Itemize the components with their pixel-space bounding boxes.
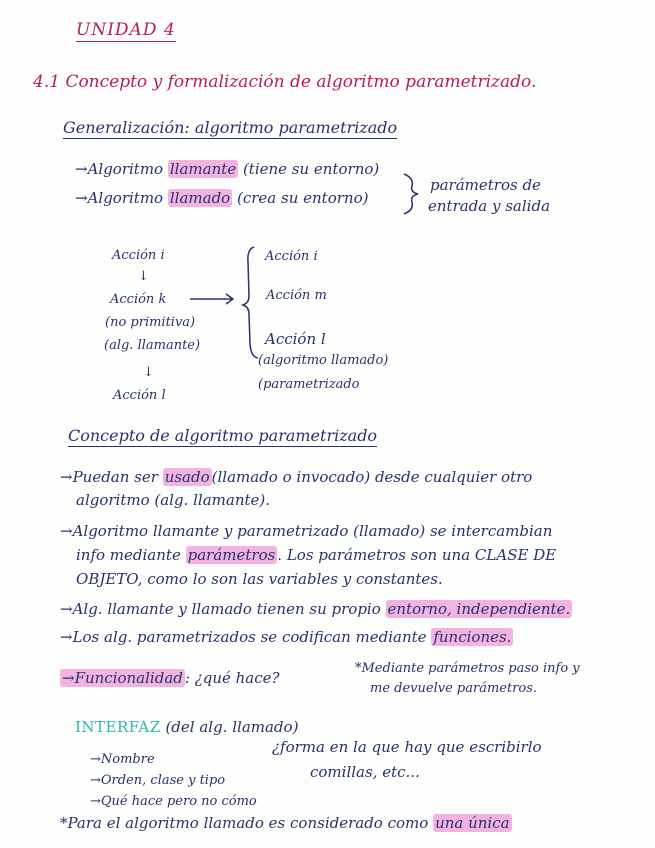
bullet5-highlight: →Funcionalidad xyxy=(62,669,183,687)
footer-a: *Para el algoritmo llamado es considerado como xyxy=(60,814,429,832)
diagram-left-accion-i: Acción i xyxy=(112,248,165,263)
diagram-left-down-arrow-1: ↓ xyxy=(138,269,149,284)
generalization-heading: Generalización: algoritmo parametrizado xyxy=(63,118,398,137)
bullet2-b: info mediante xyxy=(76,546,181,564)
diagram-left-no-primitiva: (no primitiva) xyxy=(105,315,196,330)
line2-prefix: →Algoritmo xyxy=(75,189,164,207)
diagram-right-accion-i: Acción i xyxy=(265,249,318,264)
bullet3-a: →Alg. llamante y llamado tienen su propio xyxy=(60,600,381,618)
bullet5-note-2: me devuelve parámetros. xyxy=(370,681,538,696)
bullet1-b: (llamado o invocado) desde cualquier otro xyxy=(211,468,533,486)
concept-bullet-2-line-3: OBJETO, como lo son las variables y constantes. xyxy=(76,570,443,588)
right-brace-icon xyxy=(404,174,418,214)
diagram-left-accion-k: Acción k xyxy=(110,292,167,307)
interfaz-heading-b: (del alg. llamado) xyxy=(165,718,299,736)
bullet2-highlight: parámetros xyxy=(187,546,276,564)
bullet3-highlight: entorno, independiente. xyxy=(387,600,571,618)
diagram-right-parametrizado: (parametrizado xyxy=(258,377,360,392)
left-bracket-icon xyxy=(243,247,258,358)
footer-highlight: una única xyxy=(435,814,510,832)
bullet2-c: . Los parámetros son una CLASE DE xyxy=(277,546,557,564)
concept-bullet-1-cont: algoritmo (alg. llamante). xyxy=(76,491,271,509)
line1-suffix: (tiene su entorno) xyxy=(242,160,380,178)
diagram-left-accion-l: Acción l xyxy=(113,388,166,403)
diagram-left-down-arrow-2: ↓ xyxy=(143,365,154,380)
diagram-left-alg-llamante: (alg. llamante) xyxy=(104,338,201,353)
line2-highlight: llamado xyxy=(169,189,231,207)
concept-heading: Concepto de algoritmo parametrizado xyxy=(68,426,378,445)
line2-suffix: (crea su entorno) xyxy=(237,189,369,207)
interfaz-item-2: →Orden, clase y tipo xyxy=(90,773,226,788)
interfaz-note-2: comillas, etc... xyxy=(310,763,420,781)
interfaz-item-1: →Nombre xyxy=(90,752,155,767)
bullet4-highlight: funciones. xyxy=(433,628,512,646)
diagram-right-alg-llamado: (algoritmo llamado) xyxy=(258,353,389,368)
interfaz-item-3: →Qué hace pero no cómo xyxy=(90,794,257,809)
bullet5-b: : ¿qué hace? xyxy=(184,669,280,687)
unit-title: UNIDAD 4 xyxy=(76,20,176,40)
section-title: 4.1 Concepto y formalización de algoritmo parametrizado. xyxy=(33,72,537,92)
bullet1-a: →Puedan ser xyxy=(60,468,158,486)
bullet4-a: →Los alg. parametrizados se codifican mediante xyxy=(60,628,427,646)
diagram-right-accion-l: Acción l xyxy=(265,330,326,348)
brace-note-line-1: parámetros de xyxy=(430,176,541,194)
concept-bullet-2: →Algoritmo llamante y parametrizado (llamado) se intercambian xyxy=(60,522,553,540)
brace-note-line-2: entrada y salida xyxy=(428,197,551,215)
line1-prefix: →Algoritmo xyxy=(75,160,164,178)
bullet1-highlight: usado xyxy=(164,468,210,486)
line1-highlight: llamante xyxy=(169,160,237,178)
diagram-right-accion-m: Acción m xyxy=(266,288,327,303)
interfaz-note-1: ¿forma en la que hay que escribirlo xyxy=(272,738,542,756)
interfaz-heading-a: INTERFAZ xyxy=(75,718,161,736)
bullet5-note-1: *Mediante parámetros paso info y xyxy=(355,661,580,676)
